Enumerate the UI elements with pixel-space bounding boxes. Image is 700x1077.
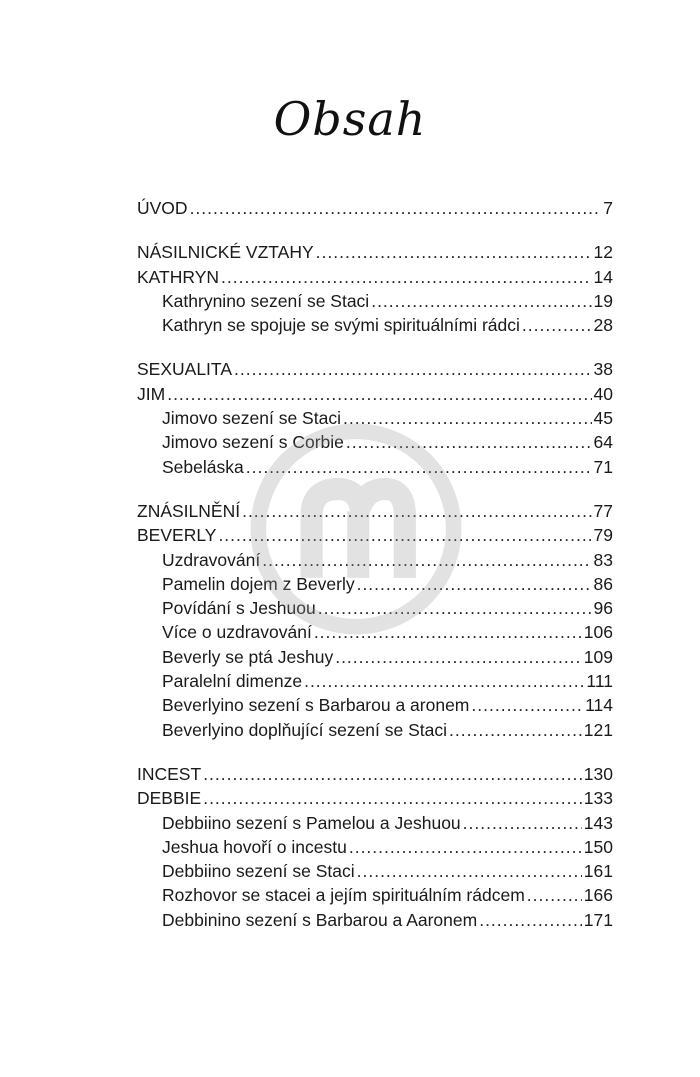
dot-leader: [318, 596, 592, 620]
dot-leader: [522, 313, 592, 337]
dot-leader: [343, 406, 592, 430]
toc-page-number: 109: [583, 646, 613, 667]
toc-page-number: 133: [583, 788, 613, 809]
dot-leader: [234, 357, 592, 381]
toc-subentry[interactable]: [137, 645, 613, 669]
toc-page-number: 161: [583, 861, 613, 882]
toc-entry-title: JIM: [137, 383, 166, 404]
toc-page-number: 14: [593, 266, 613, 287]
toc-entry-title: BEVERLY: [137, 525, 217, 546]
dot-leader: [527, 883, 582, 907]
toc-subentry[interactable]: [137, 406, 613, 430]
toc-subentry[interactable]: [137, 859, 613, 883]
toc-section: [137, 499, 613, 742]
toc-subentry[interactable]: [137, 669, 613, 693]
toc-page-number: 19: [593, 290, 613, 311]
toc-entry[interactable]: [137, 382, 613, 406]
toc-page-number: 171: [583, 909, 613, 930]
toc-page-number: 86: [593, 573, 613, 594]
toc-page-number: 150: [583, 836, 613, 857]
toc-page-number: 28: [593, 315, 613, 336]
page-title: Obsah: [273, 92, 427, 146]
toc-entry-title: Povídání s Jeshuou: [162, 598, 316, 619]
toc-subentry[interactable]: [137, 811, 613, 835]
dot-leader: [167, 382, 591, 406]
toc-page-number: 96: [593, 598, 613, 619]
dot-leader: [246, 455, 592, 479]
dot-leader: [463, 811, 582, 835]
toc-page-number: 130: [583, 763, 613, 784]
toc-entry[interactable]: [137, 240, 613, 264]
dot-leader: [218, 523, 591, 547]
toc-page-number: 106: [583, 622, 613, 643]
dot-leader: [262, 548, 591, 572]
toc-page-number: 79: [593, 525, 613, 546]
toc-entry-title: Beverly se ptá Jeshuy: [162, 646, 334, 667]
toc-subentry[interactable]: [137, 908, 613, 932]
toc-page-number: 121: [583, 719, 613, 740]
toc-entry-title: Debbiino sezení se Staci: [162, 861, 355, 882]
dot-leader: [221, 265, 592, 289]
toc-subentry[interactable]: [137, 430, 613, 454]
toc-page-number: 77: [593, 500, 613, 521]
toc-subentry[interactable]: [137, 835, 613, 859]
dot-leader: [335, 645, 582, 669]
toc-entry[interactable]: [137, 786, 613, 810]
toc-page-number: 12: [593, 242, 613, 263]
dot-leader: [314, 620, 582, 644]
toc-entry-title: Kathrynino sezení se Staci: [162, 290, 370, 311]
toc-subentry[interactable]: [137, 693, 613, 717]
toc-page-number: 166: [583, 885, 613, 906]
toc-subentry[interactable]: [137, 548, 613, 572]
table-of-contents: [137, 196, 613, 952]
toc-entry-title: ZNÁSILNĚNÍ: [137, 500, 241, 521]
toc-subentry[interactable]: [137, 620, 613, 644]
toc-subentry[interactable]: [137, 572, 613, 596]
toc-entry[interactable]: [137, 265, 613, 289]
toc-entry-title: Kathryn se spojuje se svými spirituálními rádci: [162, 315, 520, 336]
dot-leader: [371, 289, 591, 313]
toc-subentry[interactable]: [137, 455, 613, 479]
toc-page-number: 111: [586, 671, 613, 692]
toc-entry-title: Beverlyino doplňující sezení se Staci: [162, 719, 448, 740]
toc-page-number: 83: [593, 549, 613, 570]
toc-entry[interactable]: [137, 499, 613, 523]
dot-leader: [449, 718, 582, 742]
toc-entry[interactable]: [137, 196, 613, 220]
toc-entry-title: Více o uzdravování: [162, 622, 312, 643]
toc-page-number: 7: [603, 198, 613, 218]
toc-page-number: 114: [585, 695, 613, 716]
toc-subentry[interactable]: [137, 596, 613, 620]
toc-entry-title: Jimovo sezení se Staci: [162, 408, 341, 429]
toc-subentry[interactable]: [137, 289, 613, 313]
toc-page-number: 38: [593, 359, 613, 380]
toc-entry-title: Uzdravování: [162, 549, 261, 570]
toc-entry-title: Beverlyino sezení s Barbarou a aronem: [162, 695, 470, 716]
toc-entry-title: Jeshua hovoří o incestu: [162, 836, 347, 857]
dot-leader: [346, 430, 592, 454]
toc-entry-title: NÁSILNICKÉ VZTAHY: [137, 242, 314, 263]
toc-entry-title: Rozhovor se stacei a jejím spirituálním rádcem: [162, 885, 525, 906]
toc-entry-title: Debbinino sezení s Barbarou a Aaronem: [162, 909, 478, 930]
toc-entry-title: ÚVOD: [137, 198, 188, 218]
dot-leader: [242, 499, 591, 523]
toc-page-number: 71: [593, 456, 613, 477]
toc-entry-title: Pamelin dojem z Beverly: [162, 573, 355, 594]
dot-leader: [304, 669, 584, 693]
toc-entry[interactable]: [137, 762, 613, 786]
toc-subentry[interactable]: [137, 883, 613, 907]
toc-section: [137, 240, 613, 337]
dot-leader: [203, 762, 582, 786]
toc-entry-title: SEXUALITA: [137, 359, 232, 380]
dot-leader: [357, 572, 592, 596]
dot-leader: [190, 196, 602, 220]
toc-entry-title: Jimovo sezení s Corbie: [162, 432, 344, 453]
toc-page-number: 40: [593, 383, 613, 404]
toc-entry-title: Debbiino sezení s Pamelou a Jeshuou: [162, 812, 461, 833]
dot-leader: [203, 786, 582, 810]
dot-leader: [357, 859, 582, 883]
toc-section: [137, 196, 613, 220]
dot-leader: [316, 240, 592, 264]
toc-entry-title: Paralelní dimenze: [162, 671, 303, 692]
toc-entry-title: Sebeláska: [162, 456, 244, 477]
toc-entry-title: DEBBIE: [137, 788, 202, 809]
toc-page-number: 64: [593, 432, 613, 453]
dot-leader: [479, 908, 582, 932]
toc-page-number: 143: [583, 812, 613, 833]
toc-entry[interactable]: [137, 357, 613, 381]
toc-entry[interactable]: [137, 523, 613, 547]
toc-subentry[interactable]: [137, 313, 613, 337]
dot-leader: [349, 835, 582, 859]
toc-section: [137, 762, 613, 932]
toc-entry-title: INCEST: [137, 763, 202, 784]
toc-page-number: 45: [593, 408, 613, 429]
toc-subentry[interactable]: [137, 718, 613, 742]
dot-leader: [471, 693, 583, 717]
toc-section: [137, 357, 613, 478]
toc-entry-title: KATHRYN: [137, 266, 220, 287]
